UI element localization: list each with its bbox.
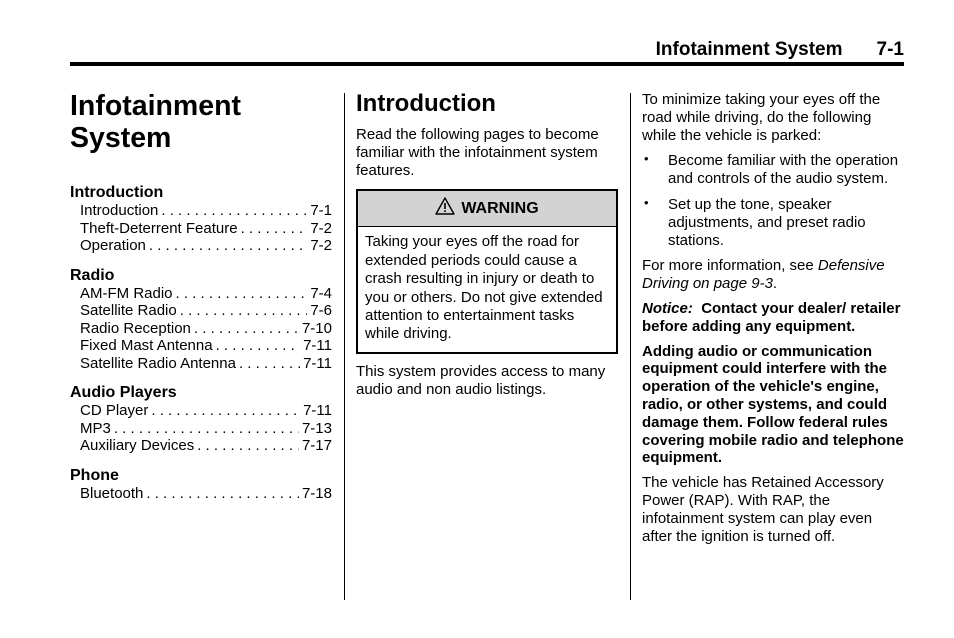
toc-item[interactable]: [80, 337, 332, 355]
toc-item-label: Bluetooth: [80, 484, 144, 502]
warning-label: WARNING: [461, 199, 539, 217]
toc-item[interactable]: [80, 285, 332, 303]
chapter-title-line2: System: [70, 122, 172, 154]
toc-heading: Introduction: [70, 184, 164, 201]
toc-section-audio-players: [70, 383, 332, 455]
toc-item[interactable]: [80, 355, 332, 373]
warning-header: [358, 191, 616, 227]
toc-item-page: 7-10: [301, 319, 332, 337]
toc-item[interactable]: [80, 402, 332, 420]
section-heading: Introduction: [356, 90, 496, 117]
toc-item-label: Radio Reception: [80, 319, 191, 337]
toc-item[interactable]: [80, 202, 332, 220]
rap-paragraph: The vehicle has Retained Accessory Power (RAP). With RAP, the infotainment system can play even after the ignition is turned off.: [642, 474, 884, 545]
toc-heading: Radio: [70, 266, 115, 284]
toc-item[interactable]: [80, 302, 332, 320]
chapter-title-line1: Infotainment: [70, 90, 241, 122]
toc-item-label: CD Player: [80, 402, 149, 419]
bullet-list: [642, 152, 904, 249]
toc-leader: [216, 337, 301, 355]
minimize-paragraph: To minimize taking your eyes off the road while driving, do the following while the vehicle is parked:: [642, 91, 881, 144]
toc-item-page: 7-11: [303, 337, 332, 354]
toc-item-page: 7-4: [310, 284, 332, 302]
toc-section-phone: [70, 466, 332, 503]
toc-item-label: Theft-Deterrent Feature: [80, 219, 238, 237]
toc-item-label: Auxiliary Devices: [80, 437, 195, 454]
column-divider: [630, 93, 631, 600]
notice-label: Notice:: [642, 299, 693, 317]
toc-leader: [151, 402, 300, 420]
warning-box: [356, 189, 618, 353]
toc-item-page: 7-2: [310, 237, 332, 254]
toc-item-page: 7-18: [301, 484, 332, 502]
more-info-suffix: .: [772, 275, 778, 293]
toc-section-radio: [70, 266, 332, 373]
bullet-item: • Become familiar with the operation and controls of the audio system.: [642, 152, 904, 188]
notice-paragraph: [642, 300, 904, 336]
toc-leader: [239, 355, 300, 373]
toc-item-page: 7-2: [310, 219, 332, 237]
header-rule: [70, 62, 904, 66]
toc-item-label: Satellite Radio: [80, 302, 177, 319]
toc-heading: Phone: [70, 466, 119, 484]
toc-item-label: MP3: [80, 419, 111, 437]
toc-leader: [176, 285, 308, 303]
toc-item-page: 7-13: [301, 419, 332, 437]
equipment-warning-paragraph: Adding audio or communication equipment could interfere with the operation of the vehicle's engine, radio, or other systems, and could damage them. Follow federal rules covering mobile radio and telephone equipment.: [642, 342, 904, 467]
toc-leader: [197, 437, 299, 455]
notice-text: Contact your dealer/ retailer before adding any equipment.: [642, 299, 901, 335]
toc-section-introduction: [70, 183, 332, 255]
toc-item-page: 7-6: [310, 302, 332, 319]
guidance-column: [642, 91, 904, 545]
header-title: Infotainment System: [655, 39, 843, 60]
toc-item-label: Operation: [80, 237, 146, 254]
toc-item[interactable]: [80, 220, 332, 238]
more-info-paragraph: [642, 257, 904, 293]
page-header: [656, 39, 904, 61]
toc-leader: [194, 320, 299, 338]
toc-leader: [146, 485, 299, 503]
cross-reference-link[interactable]: Defensive Driving on page 9-3: [642, 257, 885, 293]
page-number: 7-1: [876, 39, 904, 60]
intro-paragraph: Read the following pages to become familiar with the infotainment system features.: [356, 126, 599, 179]
toc-item-page: 7-1: [310, 202, 332, 219]
warning-text: Taking your eyes off the road for extended periods could cause a crash resulting in injury or death to you or others. Do not give extended attention to entertainment tasks while driving.: [365, 233, 603, 343]
toc-leader: [241, 220, 308, 238]
toc-item[interactable]: [80, 437, 332, 455]
toc-heading: Audio Players: [70, 384, 177, 401]
introduction-column: [356, 90, 618, 398]
toc-item[interactable]: [80, 237, 332, 255]
toc-item-page: 7-17: [301, 437, 332, 454]
toc-column: [70, 90, 332, 502]
column-divider: [344, 93, 345, 600]
toc-leader: [180, 302, 308, 320]
toc-item[interactable]: [80, 485, 332, 503]
toc-item[interactable]: [80, 320, 332, 338]
toc-leader: [149, 237, 307, 255]
more-info-prefix: For more information, see: [642, 257, 818, 275]
toc-item-label: AM-FM Radio: [80, 284, 173, 302]
toc-leader: [114, 420, 299, 438]
system-access-paragraph: This system provides access to many audio and non audio listings.: [356, 362, 606, 398]
toc-item-page: 7-11: [303, 402, 332, 419]
warning-icon: [435, 197, 455, 220]
chapter-title: [70, 90, 332, 154]
toc-item-page: 7-11: [303, 354, 332, 372]
toc-item-label: Satellite Radio Antenna: [80, 354, 236, 372]
bullet-item: • Set up the tone, speaker adjustments, and preset radio stations.: [642, 196, 904, 249]
toc-item-label: Introduction: [80, 202, 159, 219]
toc-leader: [161, 202, 307, 220]
toc-item-label: Fixed Mast Antenna: [80, 337, 213, 354]
toc-item[interactable]: [80, 420, 332, 438]
